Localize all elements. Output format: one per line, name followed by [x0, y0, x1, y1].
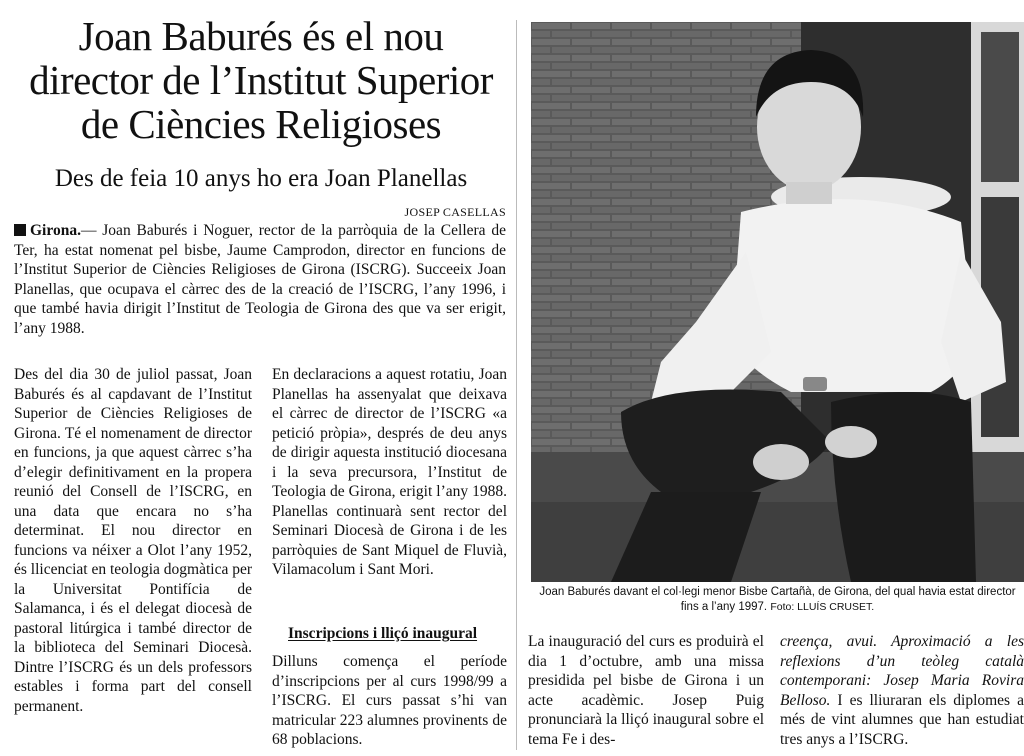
subheadline: Des de feia 10 anys ho era Joan Planellas — [54, 165, 468, 192]
byline: JOSEP CASELLAS — [404, 205, 506, 219]
headline — [14, 14, 508, 146]
lead-text: — Joan Baburés i Noguer, rector de la parròquia de la Cellera de Ter, ha estat nomenat pel bisbe, Jaume Camprodon, director en funcions de l’Institut Superior de Ciències Religioses de Girona (ISCRG). Succeeix Joan Planellas, que ocupava el càrrec des de la creació de l’ISCRG, l’any 1996, i que també havia dirigit l’Institut de Teologia de Girona des que va ser erigit, l’any 1988. — [14, 222, 506, 337]
body-column-4-italic: creença, avui. Aproximació a les reflexions d’un teòleg català contemporani: Josep Maria Rovira Belloso. — [780, 633, 1024, 709]
caption-text: Joan Baburés davant el col·legi menor Bisbe Cartañà, de Girona, del qual havia estat director fins a l’any 1997. — [539, 586, 1016, 613]
column-divider — [516, 20, 517, 750]
photo — [531, 22, 1024, 582]
portrait-photo-illustration — [531, 22, 1024, 582]
section-heading: Inscripcions i lliçó inaugural — [288, 625, 478, 642]
headline-line: director de l’Institut Superior — [29, 57, 493, 103]
body-column-4 — [780, 632, 1024, 749]
headline-line: Joan Baburés és el nou — [78, 13, 444, 59]
headline-line: de Ciències Religioses — [80, 101, 442, 147]
body-column-4-regular: I es lliuraran els diplomes a més de vint alumnes que han estudiat tres anys a l’ISCRG. — [780, 691, 1024, 748]
photo-credit: Foto: LLUÍS CRUSET. — [770, 601, 875, 613]
lead-paragraph — [14, 221, 506, 338]
photo-caption — [531, 585, 1024, 615]
body-column-3: La inauguració del curs es produirà el dia 1 d’octubre, amb una missa presidida pel bisbe de Girona i un acte acadèmic. Josep Puig pronunciarà la lliçó inaugural sobre el tema Fe i des- — [528, 633, 764, 748]
dateline: Girona. — [30, 222, 81, 239]
body-column-2-continued: Dilluns comença el període d’inscripcions per al curs 1998/99 a l’ISCRG. El curs passat s’hi van matricular 223 alumnes provinents de 68 poblacions. — [272, 653, 507, 748]
body-column-2: En declaracions a aquest rotatiu, Joan Planellas ha assenyalat que deixava el càrrec de director de l’ISCRG «a petició pròpia», després de deu anys de dirigir aquesta institució diocesana i la seva precursora, l’Institut de Teologia de Girona, erigit l’any 1988. Planellas continuarà sent rector del Seminari Diocesà de Girona i de les parròquies de Sant Miquel de Fluvià, Vilamacolum i Sant Mori. — [272, 366, 507, 578]
body-column-1: Des del dia 30 de juliol passat, Joan Baburés és al capdavant de l’Institut Superior de Ciències Religioses de Girona. Té el nomenament de director en funcions, ja que aquest càrrec s’ha d’elegir definitivament en la propera reunió del Consell de l’ISCRG, en una data que encara no s’ha determinat. El nou director en funcions va néixer a Olot l’any 1952, és llicenciat en teologia dogmàtica per la Universitat Pontifícia de Salamanca, i és el delegat diocesà de pastoral litúrgica i també director de la biblioteca del Seminari Diocesà. Dintre l’ISCRG és un dels professors estables i forma part del consell permanent. — [14, 366, 252, 715]
bullet-square-icon — [14, 224, 26, 236]
